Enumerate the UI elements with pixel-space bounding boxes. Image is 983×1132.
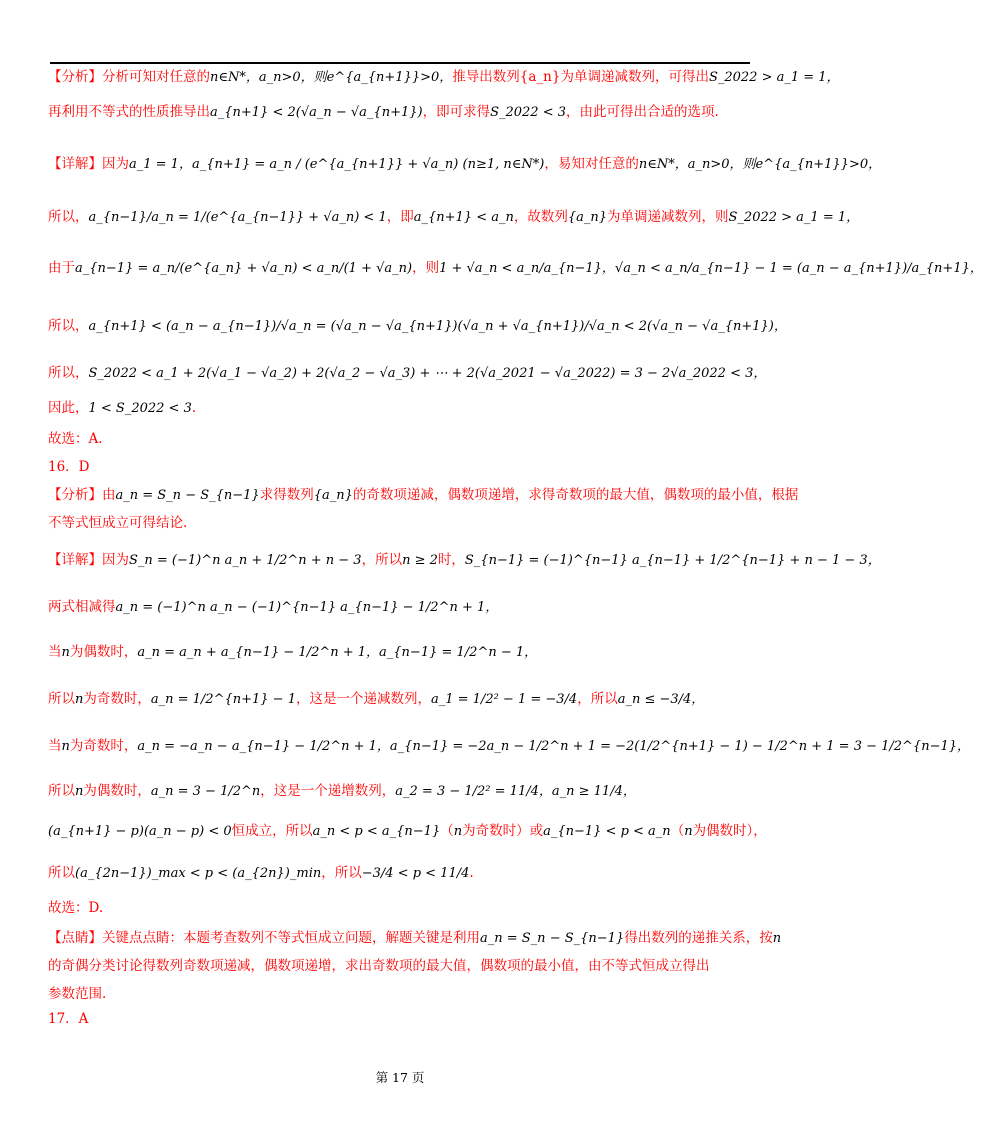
text-line <box>48 257 983 280</box>
math-expression: a_n = S_n − S_{n−1} <box>480 931 625 946</box>
math-expression: n <box>61 739 70 754</box>
question-number: 16．D <box>48 459 90 475</box>
question-number: 17．A <box>48 1011 89 1027</box>
text-line <box>48 549 881 572</box>
math-expression: {a_n} <box>567 210 608 225</box>
math-expression: S_2022 < 3 <box>490 105 566 120</box>
text-segment: 当 <box>48 738 62 754</box>
text-segment: 推导出数列{a_n}为单调递减数列，可得出 <box>452 69 709 85</box>
text-segment: 因此， <box>48 400 89 416</box>
text-line <box>48 820 767 843</box>
text-segment: 的奇数项递减，偶数项递增，求得奇数项的最大值，偶数项的最小值，根据 <box>352 487 799 503</box>
text-segment: 所以， <box>48 365 89 381</box>
text-line <box>48 512 760 534</box>
math-expression: a_1 = 1/2² − 1 = −3/4 <box>430 692 578 707</box>
text-segment: ，即可求得 <box>422 104 491 120</box>
text-line <box>48 1008 760 1030</box>
text-segment: 为奇数时）或 <box>462 823 544 839</box>
text-segment: ，易知对任意的 <box>544 156 639 172</box>
text-line <box>48 206 860 229</box>
math-expression: a_1 = 1，a_{n+1} = a_n / (e^{a_{n+1}} + √a_n) (n≥1, n∈N*) <box>129 157 545 172</box>
text-segment: . <box>191 400 197 416</box>
text-segment: （ <box>670 823 685 839</box>
text-line <box>48 780 760 803</box>
text-segment: 所以 <box>48 783 75 799</box>
text-line <box>48 983 760 1005</box>
math-expression: a_{n+1} < 2(√a_n − √a_{n+1}) <box>210 105 423 120</box>
text-segment: 为单调递减数列，则 <box>607 209 729 225</box>
text-line <box>48 315 787 338</box>
text-line <box>48 428 760 450</box>
text-line <box>48 596 760 619</box>
math-expression: −3/4 < p < 11/4 <box>361 866 470 881</box>
text-segment: ，这是一个递增数列， <box>260 783 396 799</box>
math-expression: (a_{n+1} − p)(a_n − p) < 0 <box>48 824 232 839</box>
text-line <box>48 456 760 478</box>
text-segment: 再利用不等式的性质推导出 <box>48 104 210 120</box>
math-expression: a_n = −a_n − a_{n−1} − 1/2^n + 1，a_{n−1} = −2a_n − 1/2^n + 1 = −2(1/2^{n+1} − 1) − 1/2^n + 1 = 3 − 1/2^{n−1}， <box>137 739 971 754</box>
text-line <box>48 688 760 711</box>
text-segment: ，即 <box>386 209 414 225</box>
math-expression: n <box>75 692 84 707</box>
math-expression: n ≥ 2 <box>402 553 438 568</box>
math-expression: a_{n−1} = a_n/(e^{a_n} + √a_n) < a_n/(1 + √a_n) <box>75 261 413 276</box>
text-segment: 【点睛】关键点点睛：本题考查数列不等式恒成立问题，解题关键是利用 <box>48 930 480 946</box>
math-expression: n <box>61 645 70 660</box>
text-segment: 时， <box>437 552 465 568</box>
math-expression: a_n ≤ −3/4， <box>617 692 705 707</box>
text-segment: 为奇数时， <box>83 691 151 707</box>
text-line <box>48 862 760 885</box>
math-expression: S_{n−1} = (−1)^{n−1} a_{n−1} + 1/2^{n−1} + n − 1 − 3， <box>464 553 881 568</box>
math-expression: S_2022 < a_1 + 2(√a_1 − √a_2) + 2(√a_2 − √a_3) + ⋯ + 2(√a_2021 − √a_2022) = 3 − 2√a_2022 < 3， <box>88 366 767 381</box>
math-expression: a_n = (−1)^n a_n − (−1)^{n−1} a_{n−1} − 1/2^n + 1， <box>115 600 499 615</box>
math-expression: a_n < p < a_{n−1} <box>312 824 441 839</box>
math-expression: n <box>75 784 84 799</box>
math-expression: a_{n+1} < a_n <box>413 210 514 225</box>
math-expression: n <box>772 931 782 946</box>
text-segment: ，这是一个递减数列， <box>295 691 431 707</box>
text-segment: 参数范围. <box>48 986 107 1002</box>
text-segment: 所以 <box>48 865 75 881</box>
text-segment: 由于 <box>48 260 75 276</box>
text-line <box>48 362 767 385</box>
text-segment: ，所以 <box>577 691 618 707</box>
text-segment: 不等式恒成立可得结论. <box>48 515 188 531</box>
text-segment: ，则 <box>412 260 440 276</box>
page-footer: 第 17 页 <box>375 1070 425 1085</box>
text-segment: 【分析】分析可知对任意的 <box>48 69 210 85</box>
math-expression: S_2022 > a_1 = 1， <box>728 210 860 225</box>
math-expression: a_n = a_n + a_{n−1} − 1/2^n + 1，a_{n−1} = 1/2^n − 1， <box>137 645 538 660</box>
text-segment: ，所以 <box>361 552 403 568</box>
text-segment: ，故数列 <box>513 209 568 225</box>
text-line <box>48 927 782 950</box>
math-expression: n∈N*，a_n>0，则e^{a_{n+1}}>0， <box>210 70 453 85</box>
math-expression: n∈N*，a_n>0，则e^{a_{n+1}}>0， <box>638 157 882 172</box>
text-segment: 所以， <box>48 318 89 334</box>
text-line <box>48 101 760 124</box>
text-segment: （ <box>440 823 454 839</box>
text-segment: 为偶数时， <box>69 644 138 660</box>
header-rule <box>50 62 750 64</box>
text-segment: 得出数列的递推关系，按 <box>624 930 773 946</box>
text-segment: 为偶数时， <box>83 783 151 799</box>
math-expression: a_{n−1} < p < a_n <box>543 824 671 839</box>
text-line <box>48 484 799 507</box>
text-segment: 【分析】由 <box>48 487 116 503</box>
text-line <box>48 955 760 977</box>
text-segment: 为偶数时）， <box>692 823 767 839</box>
text-segment: 所以 <box>48 691 75 707</box>
text-segment: 故选：A. <box>48 431 103 447</box>
text-segment: 恒成立，所以 <box>231 823 313 839</box>
text-segment: . <box>469 865 474 881</box>
math-expression: 1 < S_2022 < 3 <box>88 401 192 416</box>
text-line <box>48 735 971 758</box>
math-expression: a_n = S_n − S_{n−1} <box>115 488 260 503</box>
text-segment: 的奇偶分类讨论得数列奇数项递减，偶数项递增，求出奇数项的最大值，偶数项的最小值，由不等式恒成立得出 <box>48 958 710 974</box>
math-expression: a_n = 3 − 1/2^n <box>150 784 261 799</box>
math-expression: 1 + √a_n < a_n/a_{n−1}，√a_n < a_n/a_{n−1} − 1 = (a_n − a_{n+1})/a_{n+1}， <box>439 261 983 276</box>
text-segment: ，所以 <box>321 865 362 881</box>
text-segment: 所以， <box>48 209 89 225</box>
math-expression: a_2 = 3 − 1/2² = 11/4，a_n ≥ 11/4， <box>395 784 636 799</box>
text-segment: 故选：D. <box>48 900 104 916</box>
text-segment: 求得数列 <box>259 487 314 503</box>
math-expression: S_n = (−1)^n a_n + 1/2^n + n − 3 <box>129 553 362 568</box>
math-expression: a_{n−1}/a_n = 1/(e^{a_{n−1}} + √a_n) < 1 <box>88 210 387 225</box>
text-segment: 【详解】因为 <box>48 552 129 568</box>
math-expression: n <box>453 824 463 839</box>
text-line <box>48 153 882 176</box>
text-segment: 当 <box>48 644 62 660</box>
text-line <box>48 397 760 420</box>
math-expression: n <box>684 824 693 839</box>
text-line <box>48 641 760 664</box>
text-segment: 两式相减得 <box>48 599 116 615</box>
math-expression: a_n = 1/2^{n+1} − 1 <box>150 692 296 707</box>
math-expression: (a_{2n−1})_max < p < (a_{2n})_min <box>75 866 322 881</box>
text-segment: ，由此可得出合适的选项. <box>566 104 719 120</box>
text-segment: 为奇数时， <box>69 738 138 754</box>
text-segment: 【详解】因为 <box>48 156 129 172</box>
math-expression: a_{n+1} < (a_n − a_{n−1})/√a_n = (√a_n − √a_{n+1})(√a_n + √a_{n+1})/√a_n < 2(√a_n − √a_{n+1})， <box>88 319 787 334</box>
math-expression: S_2022 > a_1 = 1， <box>708 70 840 85</box>
text-line <box>48 66 840 89</box>
math-expression: {a_n} <box>313 488 353 503</box>
text-line <box>48 897 760 919</box>
